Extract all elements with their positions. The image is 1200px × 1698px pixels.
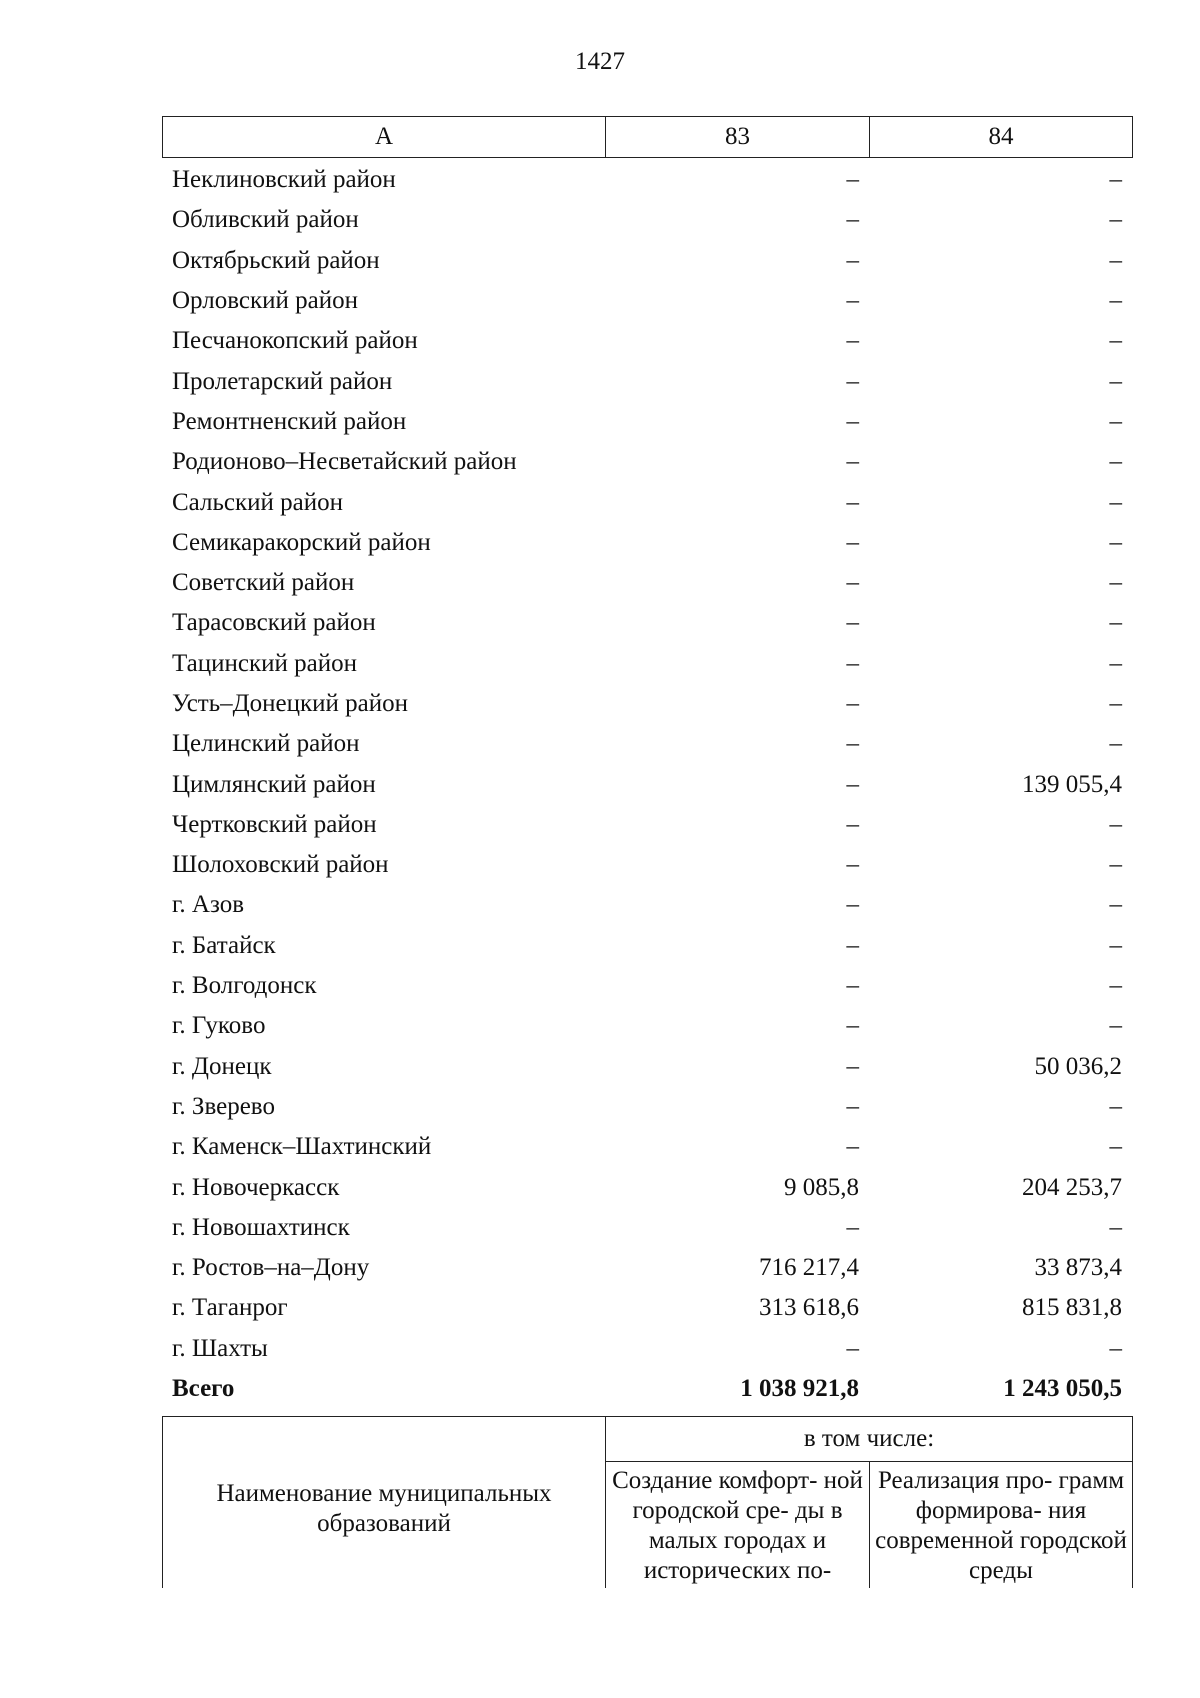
municipality-name: г. Ростов–на–Дону: [172, 1254, 370, 1282]
value-col-84: –: [1109, 287, 1122, 315]
table-row: [162, 724, 1132, 764]
table-row: [162, 402, 1132, 442]
municipality-name: Усть–Донецкий район: [172, 690, 409, 717]
value-col-84: –: [1109, 1133, 1122, 1161]
value-col-84: –: [1109, 569, 1122, 597]
municipality-name-header: Наименование муниципальных образований: [163, 1417, 606, 1589]
including-header: в том числе:: [606, 1417, 1133, 1462]
municipality-name: Родионово–Несветайский район: [172, 448, 517, 476]
municipality-name: Чертковский район: [172, 810, 377, 838]
value-col-84: –: [1109, 690, 1122, 717]
column-header-table: [162, 116, 1133, 158]
value-col-84: –: [1109, 1334, 1122, 1362]
value-col-84: –: [1109, 891, 1122, 919]
value-col-83: –: [846, 931, 859, 959]
municipality-name: Советский район: [172, 569, 355, 597]
value-col-84: –: [1109, 246, 1122, 274]
value-col-84: –: [1109, 1012, 1122, 1040]
value-col-83: –: [846, 609, 859, 637]
table-row: [162, 361, 1132, 401]
municipality-name: г. Таганрог: [172, 1294, 288, 1322]
value-col-83: –: [846, 407, 859, 435]
table-row: [162, 684, 1132, 724]
table-row: [162, 966, 1132, 1006]
value-col-83: –: [846, 851, 859, 879]
municipality-name: г. Гуково: [172, 1012, 266, 1040]
municipality-name: г. Зверево: [172, 1092, 275, 1120]
table-row: [162, 845, 1132, 885]
municipality-name: г. Новошахтинск: [172, 1213, 350, 1241]
value-col-83: –: [846, 1133, 859, 1161]
value-col-83: –: [846, 1213, 859, 1241]
municipality-name: Неклиновский район: [172, 166, 396, 194]
value-col-84: –: [1109, 166, 1122, 194]
column-header-83: 83: [606, 117, 870, 158]
value-col-83: –: [846, 690, 859, 717]
municipality-name: Тацинский район: [172, 649, 357, 677]
municipality-name: г. Батайск: [172, 931, 276, 959]
table-row: [162, 1167, 1132, 1207]
table-row: [162, 603, 1132, 643]
value-col-84: –: [1109, 1213, 1122, 1241]
municipality-name: Шолоховский район: [172, 851, 389, 879]
table-row: [162, 1208, 1132, 1248]
municipality-name: г. Новочеркасск: [172, 1173, 340, 1201]
column-header-row: [163, 117, 1133, 158]
value-col-83: –: [846, 488, 859, 516]
municipality-name: Пролетарский район: [172, 367, 393, 395]
value-col-83: –: [846, 649, 859, 677]
comfortable-environment-header: Создание комфорт- ной городской сре- ды в малых городах и исторических по-: [606, 1462, 870, 1589]
municipality-name: г. Донецк: [172, 1052, 272, 1080]
value-col-84: –: [1109, 488, 1122, 516]
value-col-83: 1 038 921,8: [740, 1375, 859, 1403]
table-row: [162, 885, 1132, 925]
table-row: [162, 241, 1132, 281]
value-col-84: 50 036,2: [1034, 1052, 1122, 1080]
value-col-84: –: [1109, 851, 1122, 879]
table-row: [162, 644, 1132, 684]
value-col-83: –: [846, 1012, 859, 1040]
page-number: 1427: [575, 48, 625, 75]
value-col-83: –: [846, 891, 859, 919]
municipality-name: Сальский район: [172, 488, 343, 516]
value-col-83: –: [846, 448, 859, 476]
column-header-a: А: [163, 117, 606, 158]
table-row: [162, 563, 1132, 603]
value-col-84: –: [1109, 730, 1122, 758]
value-col-84: –: [1109, 1092, 1122, 1120]
value-col-84: –: [1109, 448, 1122, 476]
table-row: [162, 764, 1132, 804]
municipality-name: Целинский район: [172, 730, 360, 758]
value-col-83: –: [846, 166, 859, 194]
value-col-83: –: [846, 327, 859, 355]
municipality-name: Ремонтненский район: [172, 407, 407, 435]
total-row: [162, 1369, 1132, 1409]
value-col-83: 9 085,8: [784, 1173, 859, 1201]
value-col-83: –: [846, 1092, 859, 1120]
table-row: [162, 1047, 1132, 1087]
table-row: [162, 1087, 1132, 1127]
value-col-84: –: [1109, 810, 1122, 838]
municipality-name: Цимлянский район: [172, 770, 376, 798]
value-col-84: –: [1109, 972, 1122, 1000]
value-col-83: –: [846, 246, 859, 274]
municipality-name: г. Шахты: [172, 1334, 268, 1362]
value-col-83: –: [846, 972, 859, 1000]
table-row: [162, 1329, 1132, 1369]
table-row: [162, 1248, 1132, 1288]
municipality-name: Семикаракорский район: [172, 528, 431, 556]
value-col-83: –: [846, 1052, 859, 1080]
table-row: [162, 926, 1132, 966]
value-col-84: –: [1109, 931, 1122, 959]
urban-environment-program-header: Реализация про- грамм формирова- ния современной городской среды: [870, 1462, 1133, 1589]
municipality-name: г. Волгодонск: [172, 972, 317, 1000]
value-col-84: –: [1109, 206, 1122, 234]
value-col-84: –: [1109, 327, 1122, 355]
municipality-name: г. Каменск–Шахтинский: [172, 1133, 432, 1161]
value-col-83: –: [846, 1334, 859, 1362]
municipality-name: Песчанокопский район: [172, 327, 418, 355]
table-row: [162, 1006, 1132, 1046]
municipality-name: Орловский район: [172, 287, 358, 315]
value-col-84: 1 243 050,5: [1003, 1375, 1122, 1403]
table-row: [162, 281, 1132, 321]
value-col-83: –: [846, 528, 859, 556]
table-row: [162, 1288, 1132, 1328]
value-col-84: –: [1109, 367, 1122, 395]
data-table-body: [162, 160, 1132, 1409]
value-col-84: 815 831,8: [1022, 1294, 1122, 1322]
value-col-83: –: [846, 770, 859, 798]
table-row: [162, 1127, 1132, 1167]
municipality-name: г. Азов: [172, 891, 245, 919]
value-col-83: –: [846, 730, 859, 758]
table-row: [162, 482, 1132, 522]
municipality-name: Тарасовский район: [172, 609, 376, 637]
municipality-name: Обливский район: [172, 206, 359, 234]
value-col-83: –: [846, 367, 859, 395]
value-col-83: –: [846, 287, 859, 315]
value-col-84: –: [1109, 528, 1122, 556]
value-col-84: 33 873,4: [1034, 1254, 1122, 1282]
table-row: [162, 200, 1132, 240]
value-col-83: –: [846, 206, 859, 234]
column-header-84: 84: [870, 117, 1133, 158]
value-col-83: –: [846, 569, 859, 597]
value-col-84: –: [1109, 609, 1122, 637]
table-row: [162, 442, 1132, 482]
value-col-84: –: [1109, 649, 1122, 677]
value-col-83: 716 217,4: [759, 1254, 859, 1282]
value-col-84: 139 055,4: [1022, 770, 1122, 798]
municipality-name: Октябрьский район: [172, 246, 380, 274]
next-table-header: [162, 1416, 1133, 1588]
value-col-84: –: [1109, 407, 1122, 435]
table-row: [162, 805, 1132, 845]
table-row: [162, 523, 1132, 563]
value-col-83: –: [846, 810, 859, 838]
table-row: [162, 321, 1132, 361]
table-row: [162, 160, 1132, 200]
value-col-83: 313 618,6: [759, 1294, 859, 1322]
municipality-name: Всего: [172, 1375, 235, 1403]
value-col-84: 204 253,7: [1022, 1173, 1122, 1201]
